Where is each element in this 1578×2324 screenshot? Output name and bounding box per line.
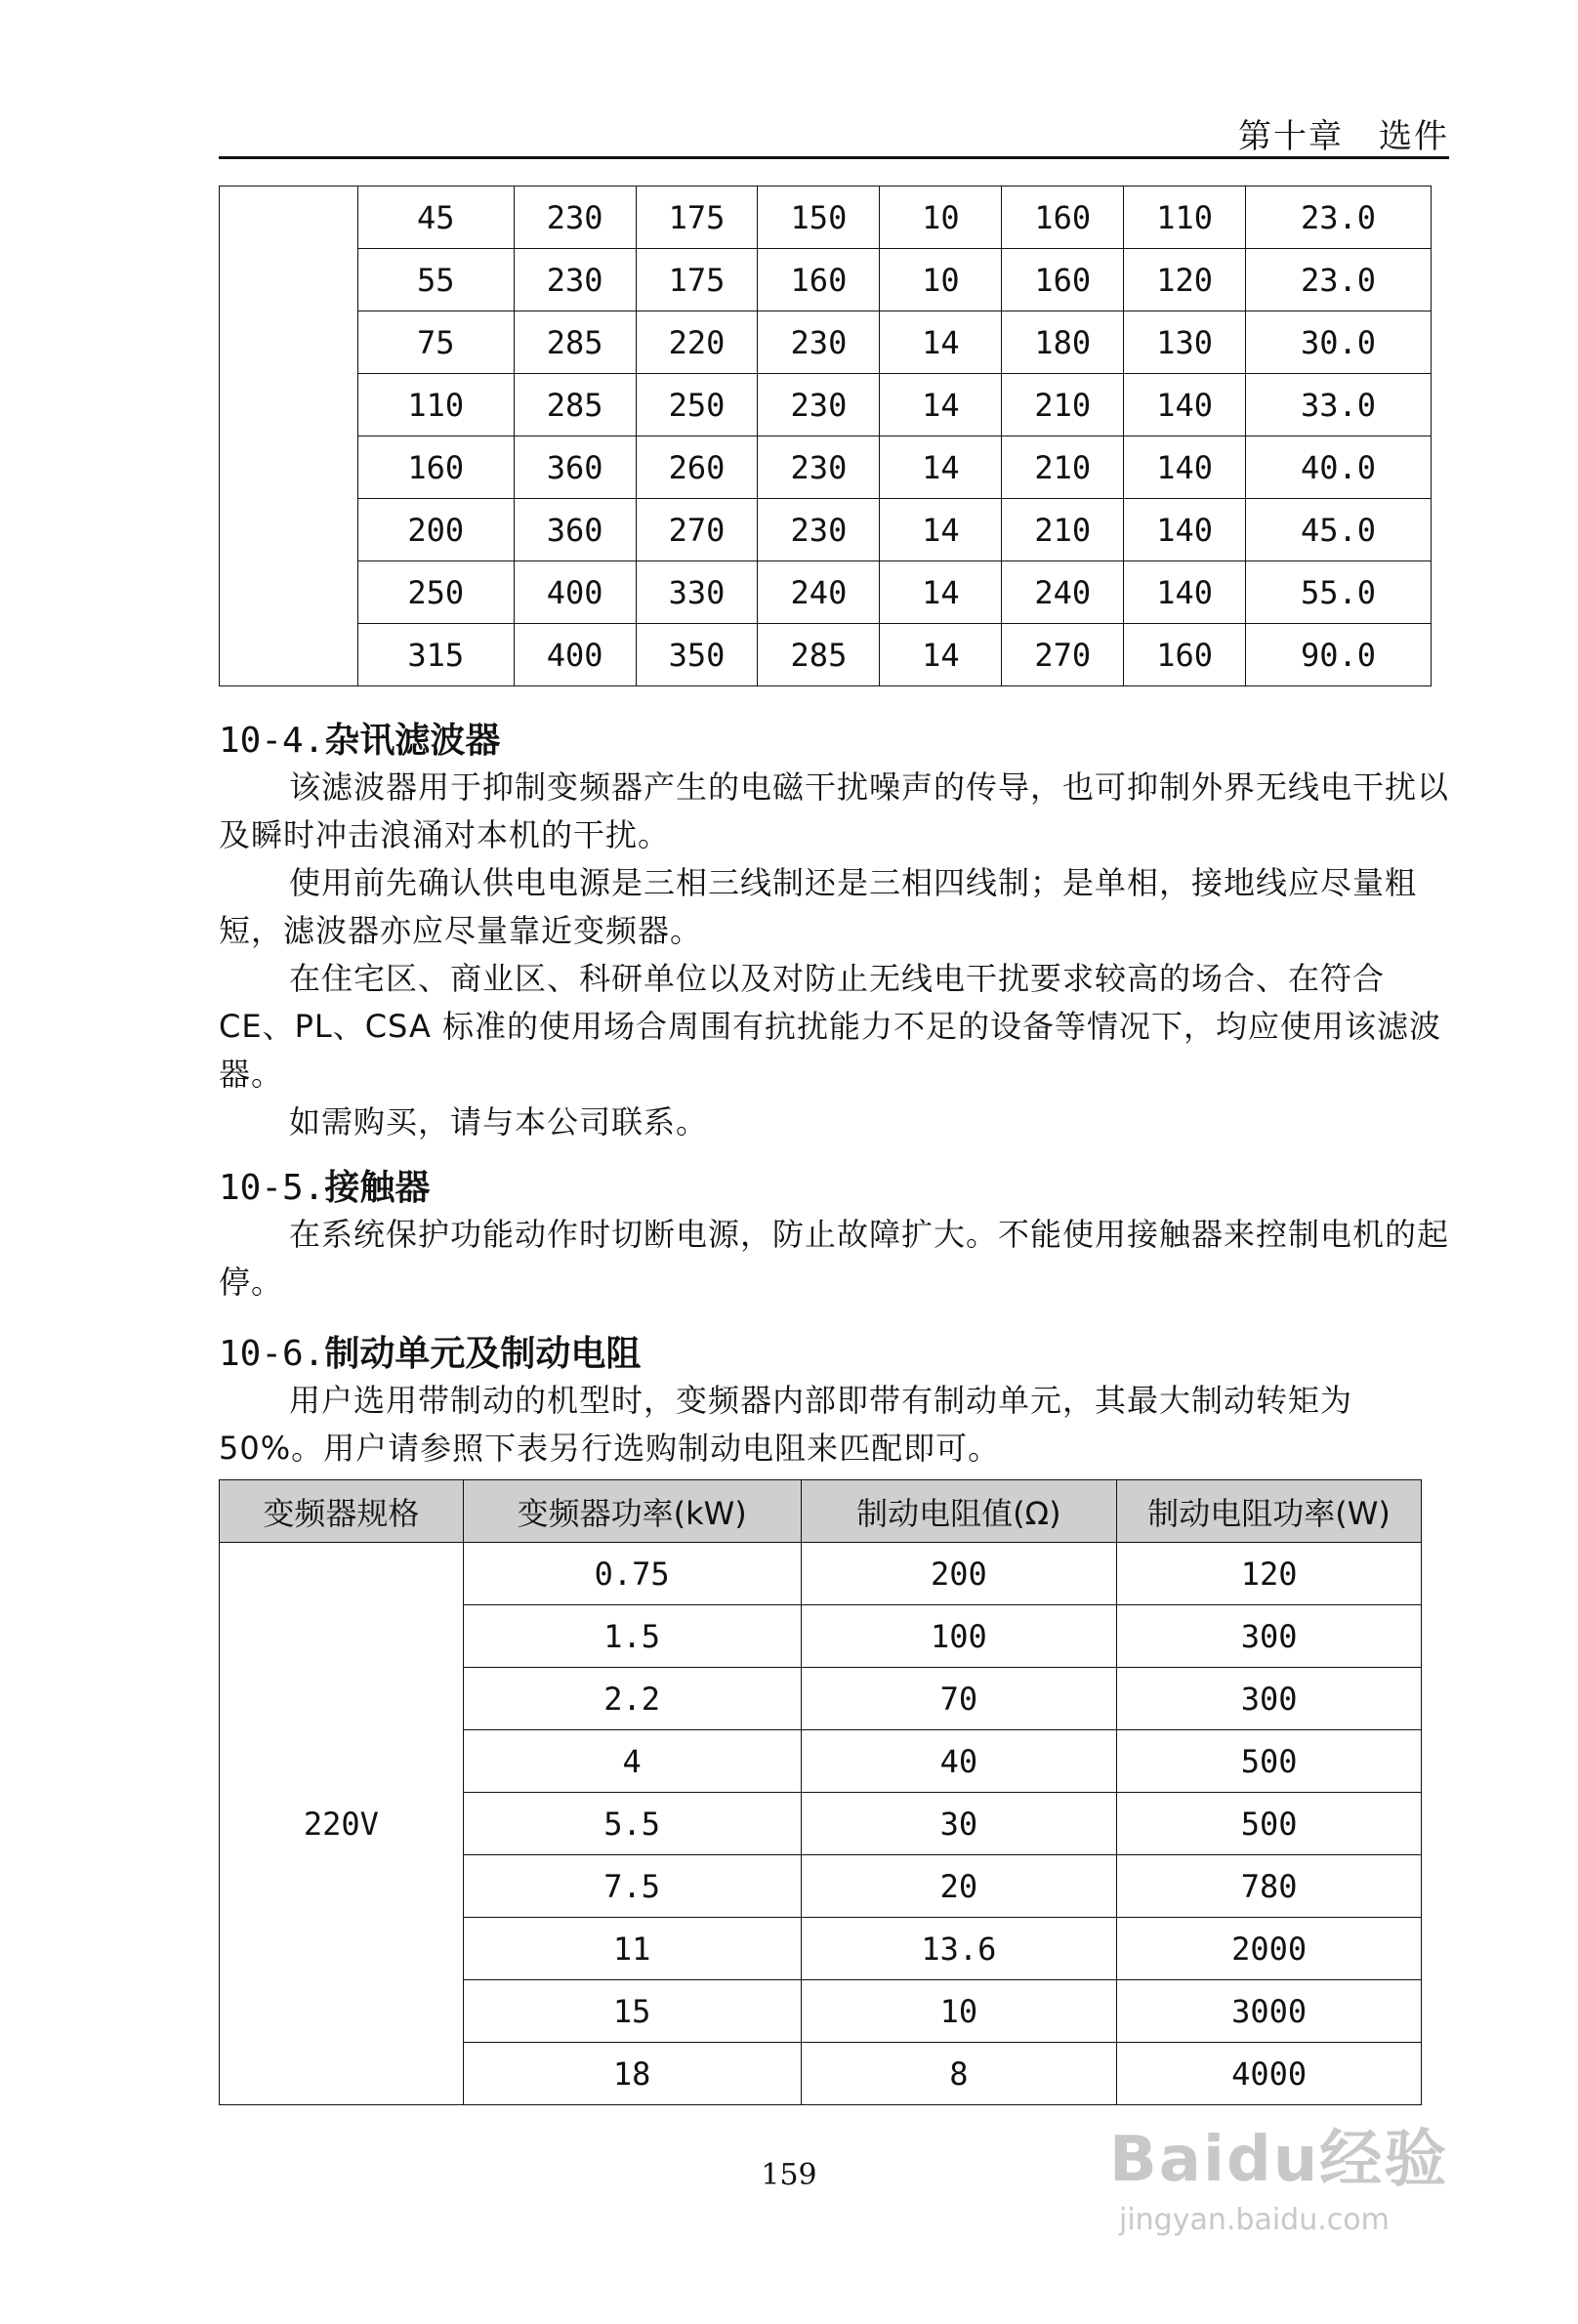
dimension-table	[219, 186, 1432, 686]
paragraph: 用户选用带制动的机型时，变频器内部即带有制动单元，其最大制动转矩为 50%。用户请参照下表另行选购制动电阻来匹配即可。	[219, 1382, 1353, 1467]
paragraph: 在系统保护功能动作时切断电源，防止故障扩大。不能使用接触器来控制电机的起停。	[219, 1216, 1450, 1301]
table-cell: 23.0	[1246, 249, 1432, 311]
section-number: 10-6.	[219, 1334, 325, 1374]
column-header: 制动电阻功率(W)	[1117, 1480, 1422, 1543]
table-row	[220, 249, 1432, 311]
section-heading-braking	[219, 1326, 641, 1376]
table-cell: 175	[636, 187, 758, 249]
paragraph: 如需购买，请与本公司联系。	[289, 1103, 709, 1141]
spec-cell: 220V	[220, 1543, 464, 2105]
table-cell: 400	[514, 561, 636, 624]
chapter-header: 第十章 选件	[1238, 117, 1449, 156]
table-row	[220, 436, 1432, 499]
table-cell: 0.75	[463, 1543, 801, 1605]
watermark	[1109, 2109, 1461, 2265]
table-cell: 14	[880, 374, 1002, 436]
table-cell: 23.0	[1246, 187, 1432, 249]
table-cell: 315	[357, 624, 514, 686]
table-cell: 250	[636, 374, 758, 436]
table-cell: 14	[880, 624, 1002, 686]
paragraph: 该滤波器用于抑制变频器产生的电磁干扰噪声的传导，也可抑制外界无线电干扰以及瞬时冲击浪涌对本机的干扰。	[219, 768, 1450, 853]
table-cell: 270	[1002, 624, 1124, 686]
table-cell: 40.0	[1246, 436, 1432, 499]
table-cell: 350	[636, 624, 758, 686]
table-cell: 120	[1124, 249, 1246, 311]
watermark-url: jingyan.baidu.com	[1119, 2203, 1390, 2237]
column-header: 变频器功率(kW)	[463, 1480, 801, 1543]
watermark-logo: Baidu经验	[1109, 2124, 1449, 2196]
table-cell: 2.2	[463, 1668, 801, 1730]
table-cell: 140	[1124, 499, 1246, 561]
table-cell: 140	[1124, 374, 1246, 436]
section-title: 接触器	[324, 1168, 431, 1208]
table-cell: 140	[1124, 436, 1246, 499]
table-cell: 160	[758, 249, 880, 311]
table-cell: 260	[636, 436, 758, 499]
table-cell: 160	[1002, 187, 1124, 249]
table-cell: 180	[1002, 311, 1124, 374]
table-cell: 230	[514, 187, 636, 249]
section-heading-noise-filter	[219, 713, 500, 763]
table-cell: 240	[1002, 561, 1124, 624]
table-cell: 7.5	[463, 1855, 801, 1918]
table-cell: 230	[758, 311, 880, 374]
table-cell: 75	[357, 311, 514, 374]
table-cell: 270	[636, 499, 758, 561]
table-cell: 160	[1002, 249, 1124, 311]
paragraph: 使用前先确认供电电源是三相三线制还是三相四线制；是单相，接地线应尽量粗短，滤波器亦应尽量靠近变频器。	[219, 864, 1418, 949]
table-cell: 230	[758, 499, 880, 561]
table-cell: 220	[636, 311, 758, 374]
table-cell: 150	[758, 187, 880, 249]
table-row	[220, 311, 1432, 374]
section-heading-contactor	[219, 1160, 430, 1210]
table-cell: 200	[801, 1543, 1117, 1605]
table-cell: 55.0	[1246, 561, 1432, 624]
table-cell: 10	[880, 187, 1002, 249]
page-number: 159	[761, 2158, 817, 2192]
table-cell: 285	[758, 624, 880, 686]
column-header: 制动电阻值(Ω)	[801, 1480, 1117, 1543]
table-cell: 210	[1002, 374, 1124, 436]
table-cell: 400	[514, 624, 636, 686]
table-cell: 360	[514, 499, 636, 561]
table-cell: 14	[880, 436, 1002, 499]
table-cell: 500	[1117, 1730, 1422, 1793]
table-cell: 33.0	[1246, 374, 1432, 436]
column-header: 变频器规格	[220, 1480, 464, 1543]
blank-merged-cell	[220, 187, 358, 686]
table-cell: 330	[636, 561, 758, 624]
table-cell: 240	[758, 561, 880, 624]
section-number: 10-4.	[219, 721, 325, 761]
table-cell: 285	[514, 374, 636, 436]
table-row	[220, 374, 1432, 436]
table-row	[220, 561, 1432, 624]
table-cell: 360	[514, 436, 636, 499]
table-cell: 250	[357, 561, 514, 624]
table-cell: 13.6	[801, 1918, 1117, 1980]
table-cell: 780	[1117, 1855, 1422, 1918]
table-cell: 18	[463, 2043, 801, 2105]
table-cell: 300	[1117, 1605, 1422, 1668]
table-cell: 90.0	[1246, 624, 1432, 686]
table-cell: 200	[357, 499, 514, 561]
table-row	[220, 499, 1432, 561]
table-cell: 1.5	[463, 1605, 801, 1668]
table-row	[220, 187, 1432, 249]
table-cell: 30	[801, 1793, 1117, 1855]
section-number: 10-5.	[219, 1168, 325, 1208]
table-cell: 130	[1124, 311, 1246, 374]
table-cell: 11	[463, 1918, 801, 1980]
table-cell: 160	[1124, 624, 1246, 686]
table-cell: 230	[514, 249, 636, 311]
table-cell: 3000	[1117, 1980, 1422, 2043]
table-cell: 40	[801, 1730, 1117, 1793]
table-cell: 20	[801, 1855, 1117, 1918]
table-cell: 45	[357, 187, 514, 249]
table-cell: 15	[463, 1980, 801, 2043]
section-title: 制动单元及制动电阻	[324, 1334, 642, 1374]
table-cell: 45.0	[1246, 499, 1432, 561]
table-cell: 175	[636, 249, 758, 311]
table-cell: 110	[1124, 187, 1246, 249]
table-cell: 5.5	[463, 1793, 801, 1855]
section-title: 杂讯滤波器	[324, 721, 501, 761]
table-cell: 4	[463, 1730, 801, 1793]
table-cell: 210	[1002, 436, 1124, 499]
table-cell: 230	[758, 374, 880, 436]
table-cell: 285	[514, 311, 636, 374]
table-cell: 55	[357, 249, 514, 311]
table-cell: 110	[357, 374, 514, 436]
table-cell: 14	[880, 311, 1002, 374]
table-cell: 120	[1117, 1543, 1422, 1605]
table-cell: 300	[1117, 1668, 1422, 1730]
table-row	[220, 1543, 1422, 1605]
table-cell: 8	[801, 2043, 1117, 2105]
table-cell: 230	[758, 436, 880, 499]
braking-resistor-table	[219, 1479, 1422, 2105]
table-cell: 140	[1124, 561, 1246, 624]
table-cell: 500	[1117, 1793, 1422, 1855]
table-cell: 160	[357, 436, 514, 499]
table-cell: 14	[880, 561, 1002, 624]
table-row	[220, 624, 1432, 686]
table-cell: 100	[801, 1605, 1117, 1668]
paragraph: 在住宅区、商业区、科研单位以及对防止无线电干扰要求较高的场合、在符合 CE、PL、CSA 标准的使用场合周围有抗扰能力不足的设备等情况下，均应使用该滤波器。	[219, 960, 1442, 1093]
header-rule	[219, 156, 1449, 159]
table-cell: 30.0	[1246, 311, 1432, 374]
table-cell: 10	[801, 1980, 1117, 2043]
table-cell: 210	[1002, 499, 1124, 561]
table-cell: 4000	[1117, 2043, 1422, 2105]
table-cell: 2000	[1117, 1918, 1422, 1980]
table-cell: 70	[801, 1668, 1117, 1730]
table-cell: 14	[880, 499, 1002, 561]
table-cell: 10	[880, 249, 1002, 311]
